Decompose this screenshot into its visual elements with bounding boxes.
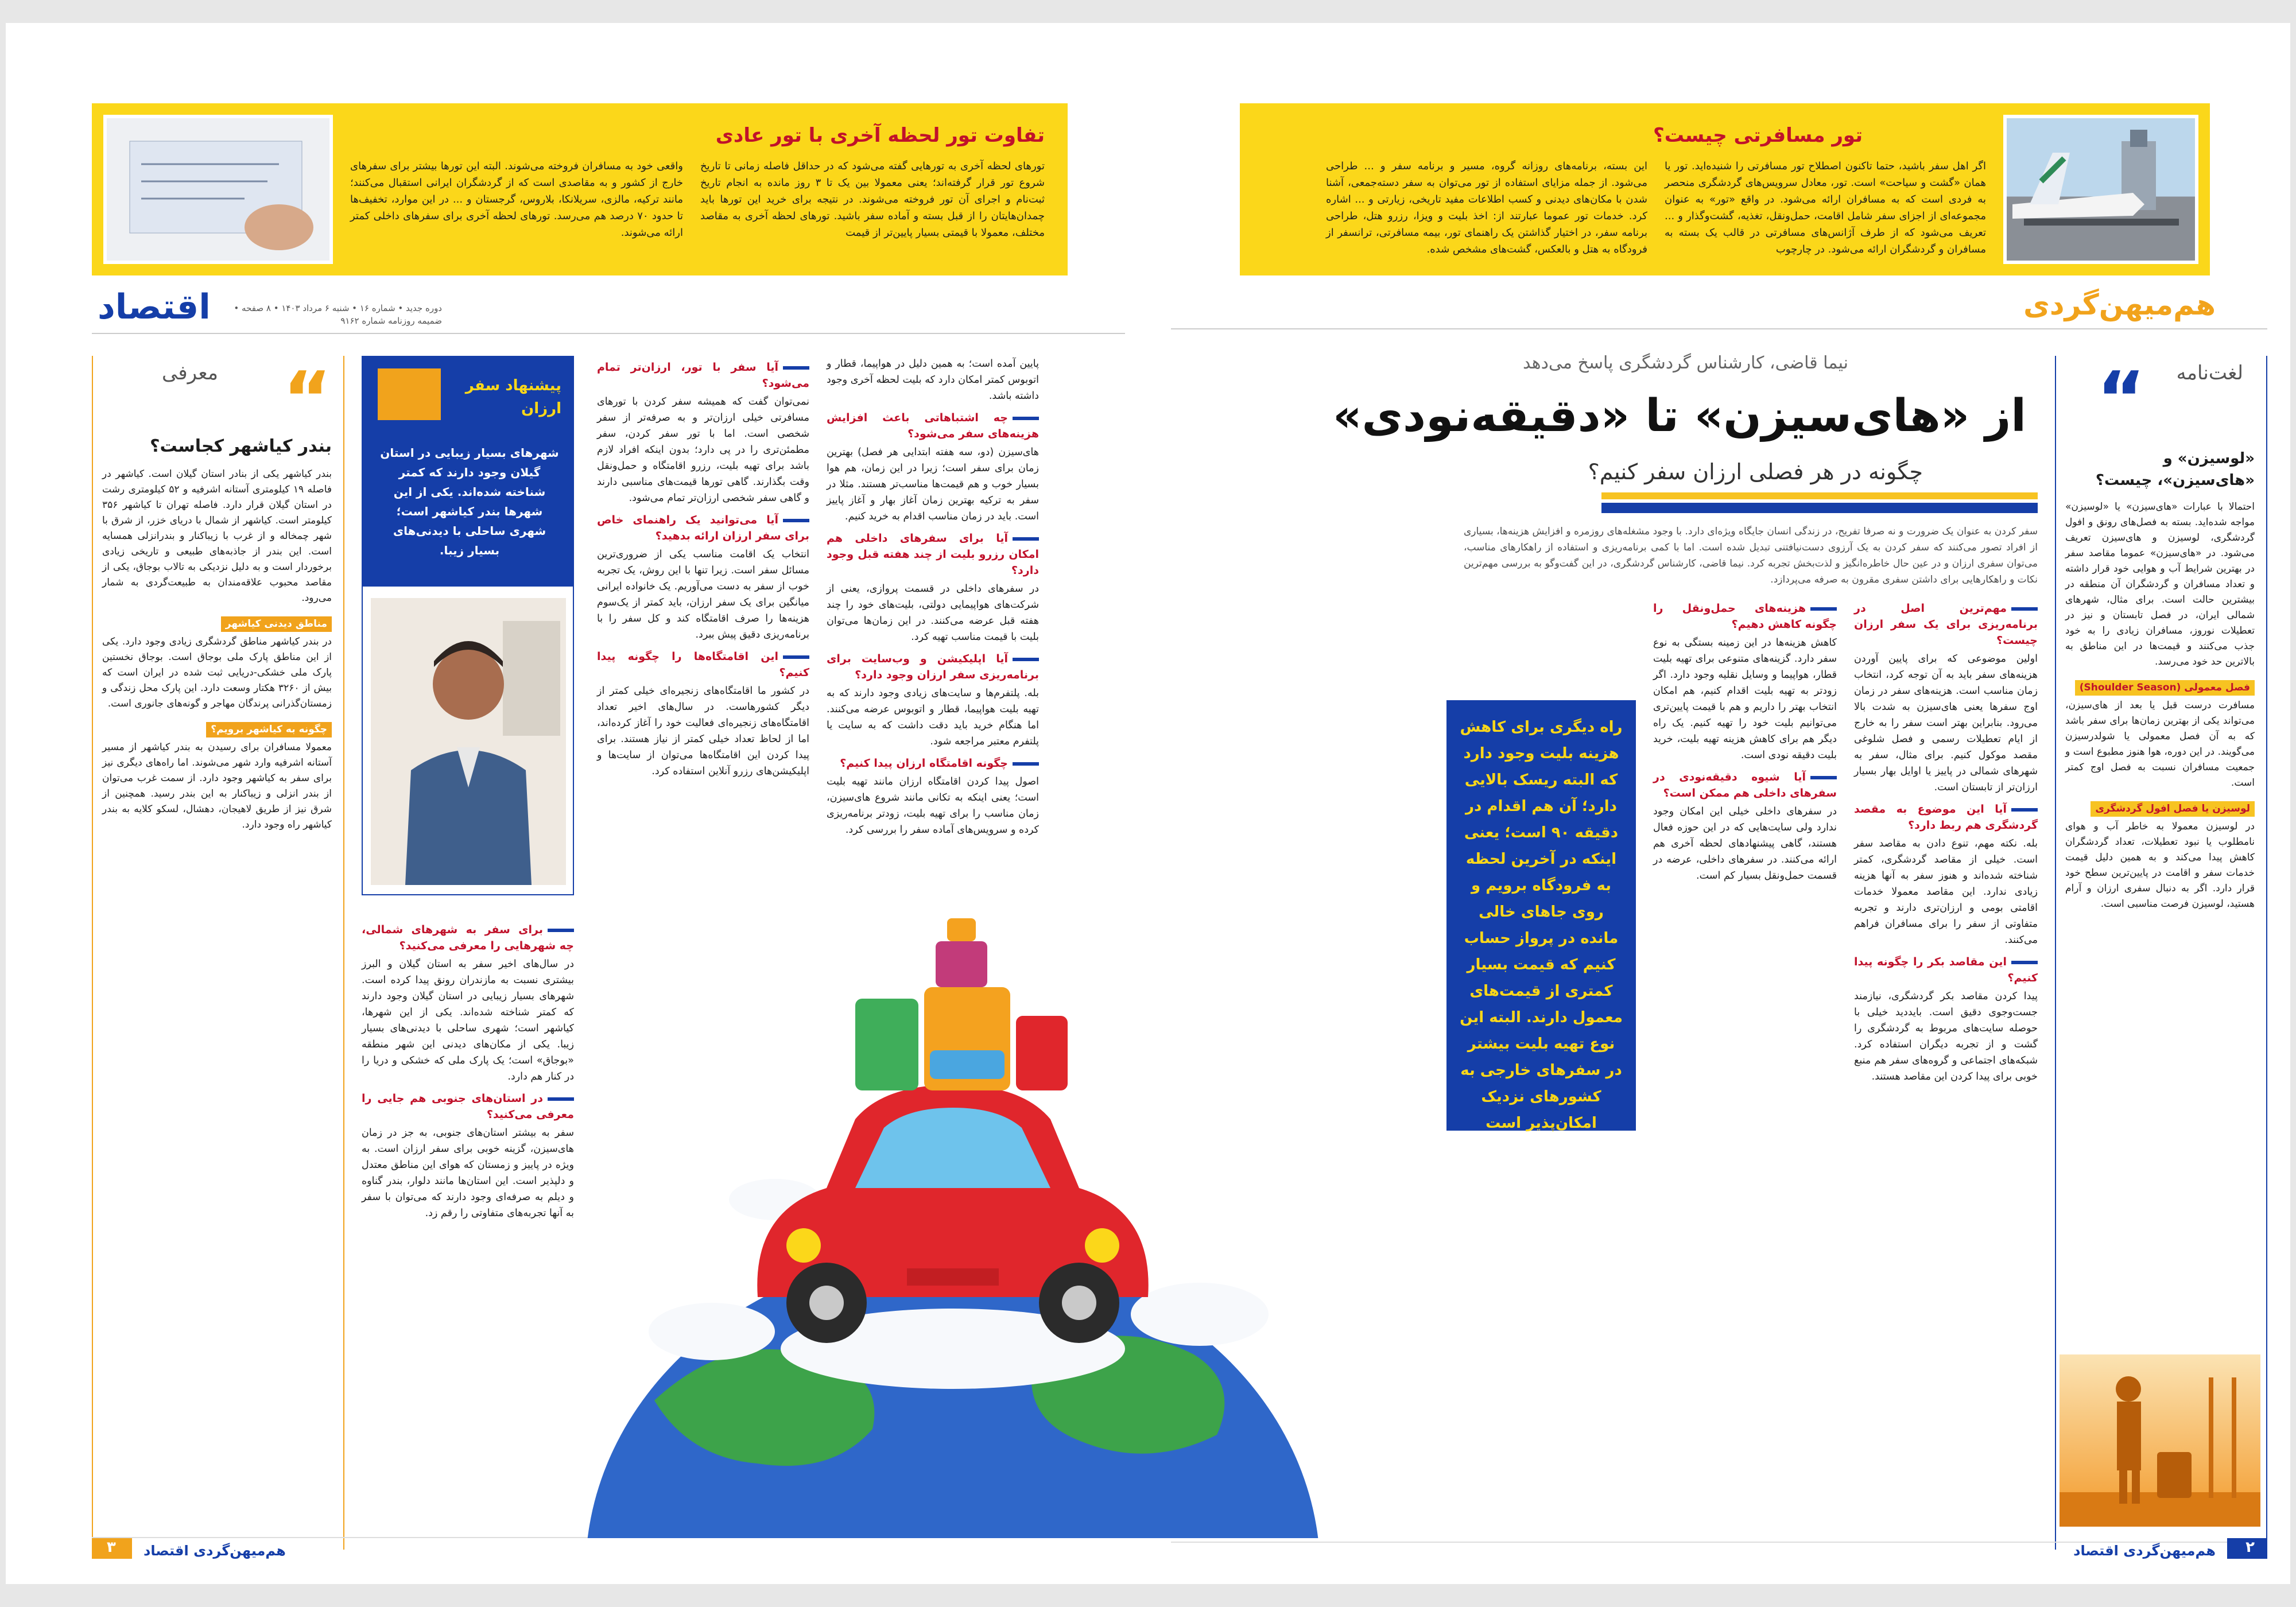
question-e4: چگونه اقامتگاه ارزان پیدا کنیم؟ (827, 755, 1039, 771)
answer-b2: در سفرهای داخلی خیلی این امکان وجود ندارد ولی سایت‌هایی که در این حوزه فعال هستند، گاهی پیشنهادهای لحظه آخری هم ارائه می‌کنند. در سفرهای داخلی، عرضه در قسمت حمل‌ونقل بسیار کم است. (1653, 806, 1837, 882)
glossary-tag-lowseason: لوسیزن یا فصل افول گردشگری (2091, 801, 2255, 817)
glossary-sidebar (2055, 356, 2267, 1550)
callout-box (1446, 700, 1636, 1131)
intro-title: بندر کیاشهر کجاست؟ (150, 436, 332, 456)
question-1: مهم‌ترین اصل در برنامه‌ریزی برای یک سفر ارزان چیست؟ (1854, 602, 2038, 647)
banner-title-left: تفاوت تور لحظه آخری با تور عادی (715, 124, 1045, 147)
page-number-left: ۳ (107, 1539, 116, 1556)
question-b1: هزینه‌های حمل‌ونقل را چگونه کاهش دهیم؟ (1653, 602, 1837, 631)
answer-e3: بله. پلتفرم‌ها و سایت‌های زیادی وجود دارند که به تهیه بلیت هواپیما، قطار و اتوبوس عرضه می‌کنند. اما هنگام خرید باید دقت داشت که به سایت یا پلتفرم معتبر مراجعه شود. (827, 688, 1039, 747)
answer-e4: اصول پیدا کردن اقامتگاه ارزان مانند تهیه بلیت است؛ یعنی اینکه به تکانی مانند شروع های‌سیزن، زمان مناسب را برای تهیه بلیت، زودتر برنامه‌ریزی کرده و سرویس‌های آماده سفر را بررسی کرد. (827, 776, 1039, 836)
glossary-intro: احتمالا با عبارات «های‌سیزن» یا «لوسیزن» مواجه شده‌اید. بسته به فصل‌های رونق و افول گردشگری، لوسیزن و های‌سیزن تعریف می‌شود. در «های‌سیزن» عموما مقاصد سفر در بهترین شرایط آب و هوایی خود قرار داشته و تعداد مسافران و گردشگران آن منطقه در بیشترین حالت است. برای مثال، شهرهای شمالی ایران، در فصل تابستان و نیز در تعطیلات نوروز، مسافران زیادی را به خود جذب می‌کنند و قیمت‌ها در این مناطق به بالاترین حد خود می‌رسد. (2065, 501, 2255, 667)
masthead-logo: اقتصاد (98, 287, 211, 327)
answer-e1: های‌سیزن (دو، سه هفته ابتدایی هر فصل) بهترین زمان برای سفر است؛ زیرا در این زمان، هم هوا بسیار خوب و هم قیمت‌ها مناسب‌تر هستند. مثلا در سفر به ترکیه بهترین زمان آغاز بهار و آغاز پاییز است. باید در زمان مناسب اقدام به خرید کنیم. (827, 447, 1039, 522)
question-d3: این اقامتگاه‌ها را چگونه پیدا کنیم؟ (597, 650, 809, 679)
glossary-text-lowseason: در لوسیزن معمولا به خاطر آب و هوای نامطلوب یا نبود تعطیلات، تعداد گردشگران کاهش پیدا می‌کند و به همین دلیل قیمت خدمات سفر و اقامت در پایین‌ترین سطح خود قرار دارد. اگر به دنبال سفری ارزان و آرام هستید، لوسیزن فرصت مناسبی است. (2065, 821, 2255, 910)
column-d (597, 356, 809, 785)
question-d2: آیا می‌توانید یک راهنمای خاص برای سفر ارزان ارائه بدهید؟ (597, 514, 809, 542)
banner-text-a: اگر اهل سفر باشید، حتما تاکنون اصطلاح تور مسافرتی را شنیده‌اید. تور یا همان «گشت و سیاحت» است. تور، معادل سرویس‌های گردشگری منحصر به فردی است که به مسافران ارائه می‌شود. در واقع «تور» به عنوان مجموعه‌ای از اجزای سفر شامل اقامت، حمل‌ونقل، تغذیه، گشت‌وگذار و ... تعریف می‌شود که از طرف آژانس‌های مسافرتی در قالب یک بسته به مسافران و گردشگران ارائه می‌شود. در چارچوب (1665, 160, 1986, 255)
ticket-photo (103, 115, 333, 264)
answer-d1: نمی‌توان گفت که همیشه سفر کردن با تورهای مسافرتی خیلی ارزان‌تر و به صرفه‌تر از سفر شخصی است. اما با تور سفر کردن، سفر مطمئن‌تری را در پی دارد؛ بدون اینکه افراد لازم باشد برای تهیه بلیت، رزرو اقامتگاه و حمل‌ونقل وقت بگذارند. گاهی تورها قیمت‌های مناسبی دارند و گاهی سفر شخصی ارزان‌تر تمام می‌شود. (597, 396, 809, 504)
suggestion-box (362, 356, 574, 895)
top-banner-right (1240, 103, 2210, 275)
section-logo: هم‌میهن‌گردی (2023, 288, 2216, 321)
car-globe-illustration (585, 798, 1320, 1538)
airport-photo (2003, 115, 2198, 264)
lead-paragraph: سفر کردن به عنوان یک ضرورت و نه صرفا تفریح، در زندگی انسان جایگاه ویژه‌ای دارد. با وجود مشغله‌های روزمره و افزایش هزینه‌ها، بسیاری از افراد تصور می‌کنند که سفر کردن به یک آرزوی دست‌نیافتنی تبدیل شده است. اما با کمی برنامه‌ریزی و استفاده از راهکارهای مناسب، می‌توان سفری ارزان و در عین حال خاطره‌انگیز و لذت‌بخش تجربه کرد. نیما قاضی، کارشناس گردشگری، در این گفت‌وگو به بررسی مهم‌ترین نکات و راهکارهایی برای داشتن سفری مقرون به صرفه می‌پردازد. (1464, 526, 2038, 585)
quote-icon: “ (2096, 355, 2146, 442)
airplane-illustration (2007, 118, 2195, 261)
answer-2: بله. نکته مهم، تنوع دادن به مقاصد سفر است. خیلی از مقاصد گردشگری، کمتر شناخته شده‌اند و هنوز سفر به آنها هزینه زیادی ندارد. این مقاصد معمولا خدمات اقامتی بومی و ارزان‌تری دارند و تجربه متفاوتی از سفر را برای مسافران فراهم می‌کنند. (1854, 838, 2038, 946)
footer-logo: هم‌میهن‌گردی اقتصاد (2073, 1543, 2216, 1559)
intro-tag-1: مناطق دیدنی کیاشهر (221, 616, 332, 632)
footer-logo-left: هم‌میهن‌گردی اقتصاد (144, 1543, 286, 1559)
column-e (827, 356, 1039, 844)
answer-3: پیدا کردن مقاصد بکر گردشگری، نیازمند جست‌وجوی دقیق است. بایددید خیلی با حوصله سایت‌های مربوط به گردشگری را گشت و از تجربه دیگران استفاده کرد. شبکه‌های اجتماعی و گروه‌های سفر هم منبع خوبی برای پیدا کردن این مقاصد هستند. (1854, 991, 2038, 1082)
question-e2: آیا برای سفرهای داخلی هم امکان رزرو بلیت از چند هفته قبل وجود دارد؟ (827, 532, 1039, 577)
question-b2: آیا شیوه دقیقه‌نودی در سفرهای داخلی هم ممکن است؟ (1653, 771, 1837, 799)
suggestion-text: شهرهای بسیار زیبایی در استان گیلان وجود دارند که کمتر شناخته شده‌اند. یکی از این شهرها بندر کیاشهر است؛ شهری ساحلی با دیدنی‌های بسیار زیبا. (380, 446, 559, 557)
question-c2: در استان‌های جنوبی هم جایی را معرفی می‌کنید؟ (362, 1092, 574, 1121)
question-d1: آیا سفر با تور، ارزان‌تر تمام می‌شود؟ (597, 361, 809, 390)
quote-icon-left: “ (282, 355, 332, 442)
answer-b1: کاهش هزینه‌ها در این زمینه بستگی به نوع سفر دارد. گزینه‌های متنوعی برای تهیه بلیت قطار، هواپیما و وسایل نقلیه وجود دارد. اگر زودتر به تهیه بلیت اقدام کنیم، هم امکان انتخاب بهتر را داریم و هم با قیمت پایین‌تری می‌توانیم بلیت خود را تهیه کنیم. یک راه دیگر هم برای کاهش هزینه تهیه بلیت، خرید بلیت دقیقه نودی است. (1653, 637, 1837, 761)
question-e3: آیا اپلیکیشن و وب‌سایت برای برنامه‌ریزی سفر ارزان وجود دارد؟ (827, 653, 1039, 681)
glossary-label: لغت‌نامه (2176, 362, 2243, 385)
callout-text: راه دیگری برای کاهش هزینه بلیت وجود دارد که البته ریسک بالایی دارد؛ آن هم اقدام در دقیقه ۹۰ است؛ یعنی اینکه در آخرین لحظه به فرودگاه برویم و روی جاهای خالی مانده در پرواز حساب کنیم که قیمت بسیار کمتری از قیمت‌های معمول دارند. البته این نوع تهیه بلیت بیشتر در سفرهای خارجی به کشورهای نزدیک امکان‌پذیر است (1460, 719, 1623, 1132)
banner-text-b: این بسته، برنامه‌های روزانه گروه، مسیر و برنامه سفر و ... طراحی می‌شود. از جمله مزایای استفاده از تور می‌توان به سفر دسته‌جمعی، آشنا شدن با مکان‌های دیدنی و کسب اطلاعات مفید تاریخی، زیارتی و ... اشاره کرد. خدمات تور عموما عبارتند از: اخذ بلیت و ویزا، رزرو هتل، طراحی برنامه سفر، در اختیار گذاشتن یک راهنمای تور، بیمه مسافرتی، ترانسفر از فرودگاه به هتل و بالعکس، گشت‌های مشخص شده. (1326, 160, 1647, 255)
portrait-photo (371, 598, 566, 885)
column-a (1854, 597, 2038, 1090)
map-icon (378, 368, 441, 420)
question-2: آیا این موضوع به مقصد گردشگری هم ربط دارد؟ (1854, 803, 2038, 832)
headline: از «های‌سیزن» تا «دقیقه‌نودی» (1333, 390, 2026, 442)
text-e-intro: پایین آمده است؛ به همین دلیل در هواپیما، قطار و اتوبوس کمتر امکان دارد که بلیت لحظه آخری وجود داشته باشد. (827, 358, 1039, 402)
suggestion-label: پیشنهاد سفر ارزان (465, 377, 561, 417)
glossary-text-shoulder: مسافرت درست قبل یا بعد از های‌سیزن، می‌تواند یکی از بهترین زمان‌ها برای سفر باشد که به آن فصل معمولی یا شولدرسیزن می‌گویند. در این دوره، هوا هنوز مطبوع است و جمعیت مسافران نسبت به فصل اوج کمتر است. (2065, 700, 2255, 789)
glossary-tag-shoulder: فصل معمولی (Shoulder Season) (2075, 680, 2255, 696)
intro-text-3: معمولا مسافران برای رسیدن به بندر کیاشهر از مسیر آستانه اشرفیه وارد شهر می‌شوند. اما راه‌های دیگری نیز برای سفر به کیاشهر وجود دارد. از سمت غرب می‌توان از بندر انزلی و زیباکنار به این بندر رسید. همچنین از شرق نیز از طریق لاهیجان، دهشال، لسکو کلایه به بندر کیاشهر راه وجود دارد. (102, 742, 332, 830)
answer-d2: انتخاب یک اقامت مناسب یکی از ضروری‌ترین مسائل سفر است. زیرا تنها با این روش، یک تجربه خوب از سفر به دست می‌آوریم. یک خانواده ایرانی میانگین برای یک سفر ارزان، باید کمتر از یک‌سوم هزینه‌ها را صرف اقامتگاه کند و کل سفر را با برنامه‌ریزی دقیق پیش ببرد. (597, 549, 809, 641)
answer-d3: در کشور ما اقامتگاه‌های زنجیره‌ای خیلی کمتر از دیگر کشورهاست. در سال‌های اخیر تعداد اقامتگاه‌های زنجیره‌ای فعالیت خود را آغاز کرده‌اند، اما از لحاظ تعداد خیلی کمتر از نیاز هستند. برای پیدا کردن این اقامتگاه‌ها می‌توان از سایت‌ها و اپلیکیشن‌های رزرو آنلاین استفاده کرد. (597, 685, 809, 777)
ticket-illustration (107, 118, 329, 261)
question-3: این مقاصد بکر را چگونه پیدا کنیم؟ (1854, 956, 2038, 984)
page-number: ۲ (2245, 1539, 2255, 1556)
glossary-title: «لوسیزن» و «های‌سیزن»، چیست؟ (2095, 450, 2255, 489)
answer-e2: در سفرهای داخلی در قسمت پروازی، یعنی از شرکت‌های هواپیمایی دولتی، بلیت‌های خود را چند هفته قبل عرضه می‌کنند. در این زمان‌ها می‌توان بلیت با قیمت مناسب تهیه کرد. (827, 583, 1039, 643)
answer-c2: سفر به بیشتر استان‌های جنوبی، به جز در زمان های‌سیزن، گزینه خوبی برای سفر ارزان است. به ویژه در پاییز و زمستان که هوای این مناطق معتدل و دلپذیر است. این استان‌ها مانند دلوار، بندر گناوه و دیلم به صرفه‌ای وجود دارند که می‌توان با سفر به آنها تجربه‌های متفاوتی را رقم زد. (362, 1127, 574, 1219)
question-e1: چه اشتباهاتی باعث افزایش هزینه‌های سفر می‌شود؟ (827, 412, 1039, 440)
intro-label: معرفی (162, 362, 218, 385)
banner-text-left-b: واقعی خود به مسافران فروخته می‌شوند. البته این تورها بیشتر برای سفرهای خارج از کشور و به مقاصدی است که از گردشگران ایرانی استقبال می‌کنند؛ مانند ترکیه، مالزی، سریلانکا، بلاروس، گرجستان و ... در این موارد، تخفیف‌ها تا حدود ۷۰ درصد هم می‌رسد. تورهای لحظه آخری برای سفرهای داخلی کمتر ارائه می‌شوند. (350, 160, 683, 239)
banner-title: تور مسافرتی چیست؟ (1653, 124, 1863, 147)
masthead-info: دوره جدید • شماره ۱۶ • شنبه ۶ مرداد ۱۴۰۳ • ۸ صفحه • ضمیمه روزنامه شماره ۹۱۶۲ (234, 303, 442, 326)
column-c (362, 918, 574, 1227)
traveler-silhouette-illustration (2060, 1354, 2260, 1527)
intro-text-2: در بندر کیاشهر مناطق گردشگری زیادی وجود دارد. یکی از این مناطق پارک ملی بوجاق است. بوجاق نخستین پارک ملی خشکی-دریایی ثبت شده در ایران است که بیش از ۳۲۶۰ هکتار وسعت دارد. این پارک محل زندگی و زمستان‌گذرانی پرندگان مهاجر و گونه‌های جانوری است. (102, 636, 332, 709)
answer-1: اولین موضوعی که برای پایین آوردن هزینه‌های سفر باید به آن توجه کرد، انتخاب زمان مناسب است. هزینه‌های سفر در زمان اوج سفرها یعنی های‌سیزن به شدت بالا می‌رود. بنابراین بهتر است سفر را به خارج از ایام تعطیلات رسمی و فصل شلوغی مقصد موکول کنیم. برای مثال، سفر به شهرهای شمالی در پاییز یا اوایل بهار بسیار ارزان‌تر از تابستان است. (1854, 653, 2038, 793)
question-c1: برای سفر به شهرهای شمالی، چه شهرهایی را معرفی می‌کنید؟ (362, 923, 574, 952)
subtitle: نیما قاضی، کارشناس گردشگری پاسخ می‌دهد (1523, 353, 1848, 373)
intro-tag-2: چگونه به کیاشهر برویم؟ (206, 722, 332, 737)
intro-sidebar (92, 356, 344, 1550)
top-banner-left (92, 103, 1068, 275)
banner-text-left-a: تورهای لحظه آخری به تورهایی گفته می‌شود که در حداقل فاصله زمانی تا تاریخ شروع تور قرار گرفته‌اند؛ یعنی معمولا بین یک تا ۳ روز مانده به انجام تاریخ ثبت‌نام و اجرای آن تور فروخته می‌شوند. در نتیجه برای خرید این تورها باید چمدان‌هایتان را از قبل بسته و آماده سفر باشید. تورهای لحظه آخری به مقاصد مختلف، معمولا با قیمتی بسیار پایین‌تر از قیمت (700, 160, 1045, 239)
answer-c1: در سال‌های اخیر سفر به استان گیلان و البرز بیشتری نسبت به مازندران رونق پیدا کرده است. شهرهای بسیار زیبایی در استان گیلان وجود دارند که کمتر شناخته شده‌اند. یکی از این شهرها، کیاشهر است؛ شهری ساحلی با دیدنی‌های بسیار زیبا. یکی از مکان‌های دیدنی این شهر منطقه «بوجاق» است؛ یک پارک ملی که خشکی و دریا را در کنار هم دارد. (362, 958, 574, 1082)
column-b (1653, 597, 1837, 890)
deck: چگونه در هر فصلی ارزان سفر کنیم؟ (1588, 459, 1923, 484)
intro-text-1: بندر کیاشهر یکی از بنادر استان گیلان است. کیاشهر در فاصله ۱۹ کیلومتری آستانه اشرفیه و ۵۲ کیلومتری رشت در استان گیلان قرار دارد. فاصله تهران تا کیاشهر ۳۵۶ کیلومتر است. کیاشهر از شمال با دریای خزر، از شرق با شهر چمخاله و از غرب با زیباکنار و بندرانزلی همسایه است. این بندر از جاذبه‌های طبیعی و تاریخی زیادی برخوردار است و به دلیل نزدیکی به تالاب بوجاق، یکی از مقاصد محبوب علاقه‌مندان به طبیعت‌گردی به شمار می‌رود. (102, 468, 332, 604)
